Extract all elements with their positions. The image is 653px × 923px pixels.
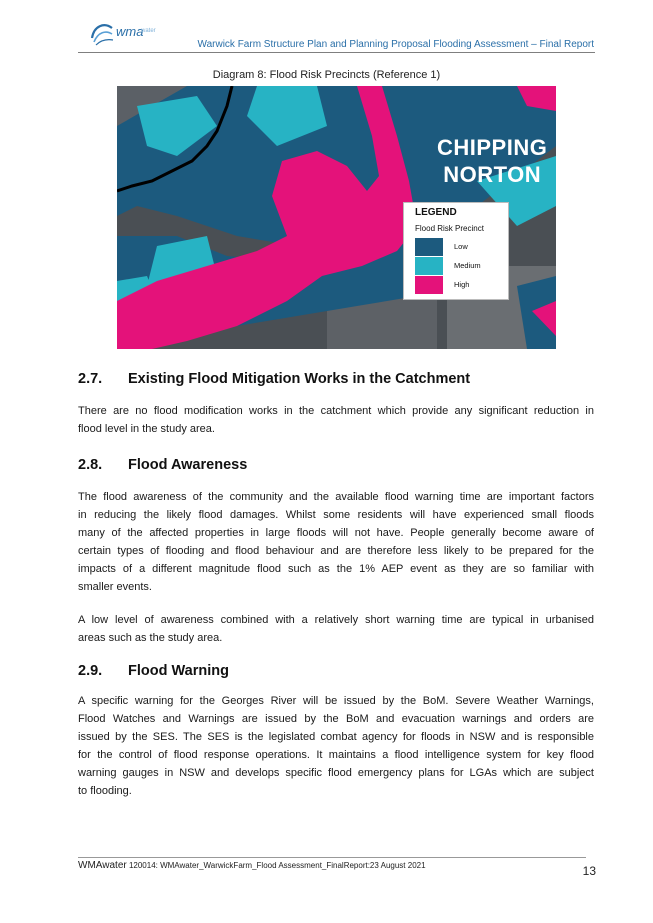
section-heading-2-8 (78, 457, 247, 473)
text-line: The flood awareness of the community and the available flood warning time are important factors (78, 491, 594, 503)
text-line: to flooding. (78, 785, 132, 797)
paragraph (78, 692, 594, 800)
page-number: 13 (582, 864, 596, 878)
section-title: Flood Warning (128, 663, 229, 679)
map-legend (403, 202, 509, 300)
logo-subtext: water (141, 28, 156, 34)
text-line: impacts of a different magnitude flood such as the 1% AEP event as they are so familiar with (78, 563, 594, 575)
paragraph (78, 611, 594, 647)
text-line: Flood Watches and Warnings are issued by the BoM and evacuation warnings and orders are (78, 713, 594, 725)
section-number: 2.8. (78, 457, 103, 473)
map-location-label (437, 134, 547, 188)
header-divider (78, 52, 595, 53)
text-line: A low level of awareness combined with a relatively short warning time are typical in urbanised (78, 614, 594, 626)
map-label-line1: CHIPPING (437, 135, 548, 160)
footer-divider (78, 857, 586, 858)
diagram-caption: Diagram 8: Flood Risk Precincts (Reference 1) (212, 69, 441, 81)
text-line: areas such as the study area. (78, 632, 223, 644)
map-label-line2: NORTON (443, 162, 542, 187)
section-heading-2-9 (78, 663, 229, 679)
section-title: Existing Flood Mitigation Works in the Catchment (128, 371, 471, 387)
footer-brand: WMAwater (78, 860, 127, 871)
paragraph (78, 402, 594, 438)
paragraph (78, 488, 594, 596)
footer-document-reference: 120014: WMAwater_WarwickFarm_Flood Assessment_FinalReport:23 August 2021 (128, 861, 426, 870)
section-title: Flood Awareness (128, 457, 248, 473)
text-line: flood level in the study area. (78, 423, 215, 435)
legend-item-high (415, 276, 503, 294)
legend-swatch-high (415, 276, 443, 294)
text-line: for the control of flood response operations. It maintains a flood intelligence system for key flood (78, 749, 594, 761)
logo-text: wma (116, 24, 144, 39)
text-line: many of the affected properties in large floods will not have. People generally become aware of (78, 527, 594, 539)
legend-swatch-low (415, 238, 443, 256)
text-line: in reducing the likely flood damages. Whilst some residents will have experienced small floods (78, 509, 594, 521)
text-line: There are no flood modification works in the catchment which provide any significant reduction in (78, 405, 594, 417)
footer-reference (78, 860, 426, 871)
text-line: A specific warning for the Georges River will be issued by the BoM. Severe Weather Warnings, (78, 695, 594, 707)
legend-subtitle: Flood Risk Precinct (415, 224, 484, 233)
legend-label-low: Low (454, 242, 468, 251)
text-line: issued by the SES. The SES is the legislated combat agency for floods in NSW and is responsible (78, 731, 594, 743)
legend-item-medium (415, 257, 503, 275)
legend-item-low (415, 238, 503, 256)
text-line: smaller events. (78, 581, 152, 593)
legend-title: LEGEND (415, 207, 457, 218)
legend-label-high: High (454, 280, 470, 289)
text-line: warning gauges in NSW and develops specific flood emergency plans for LGAs which are subject (78, 767, 594, 779)
flood-risk-map (117, 86, 556, 349)
wmawater-logo (88, 18, 168, 48)
section-number: 2.7. (78, 371, 103, 387)
text-line: certain types of flooding and flood behaviour and are therefore less likely to be prepared for the (78, 545, 594, 557)
section-heading-2-7 (78, 371, 470, 387)
section-number: 2.9. (78, 663, 103, 679)
report-title: Warwick Farm Structure Plan and Planning Proposal Flooding Assessment – Final Report (197, 39, 594, 50)
legend-swatch-medium (415, 257, 443, 275)
legend-label-medium: Medium (454, 261, 481, 270)
